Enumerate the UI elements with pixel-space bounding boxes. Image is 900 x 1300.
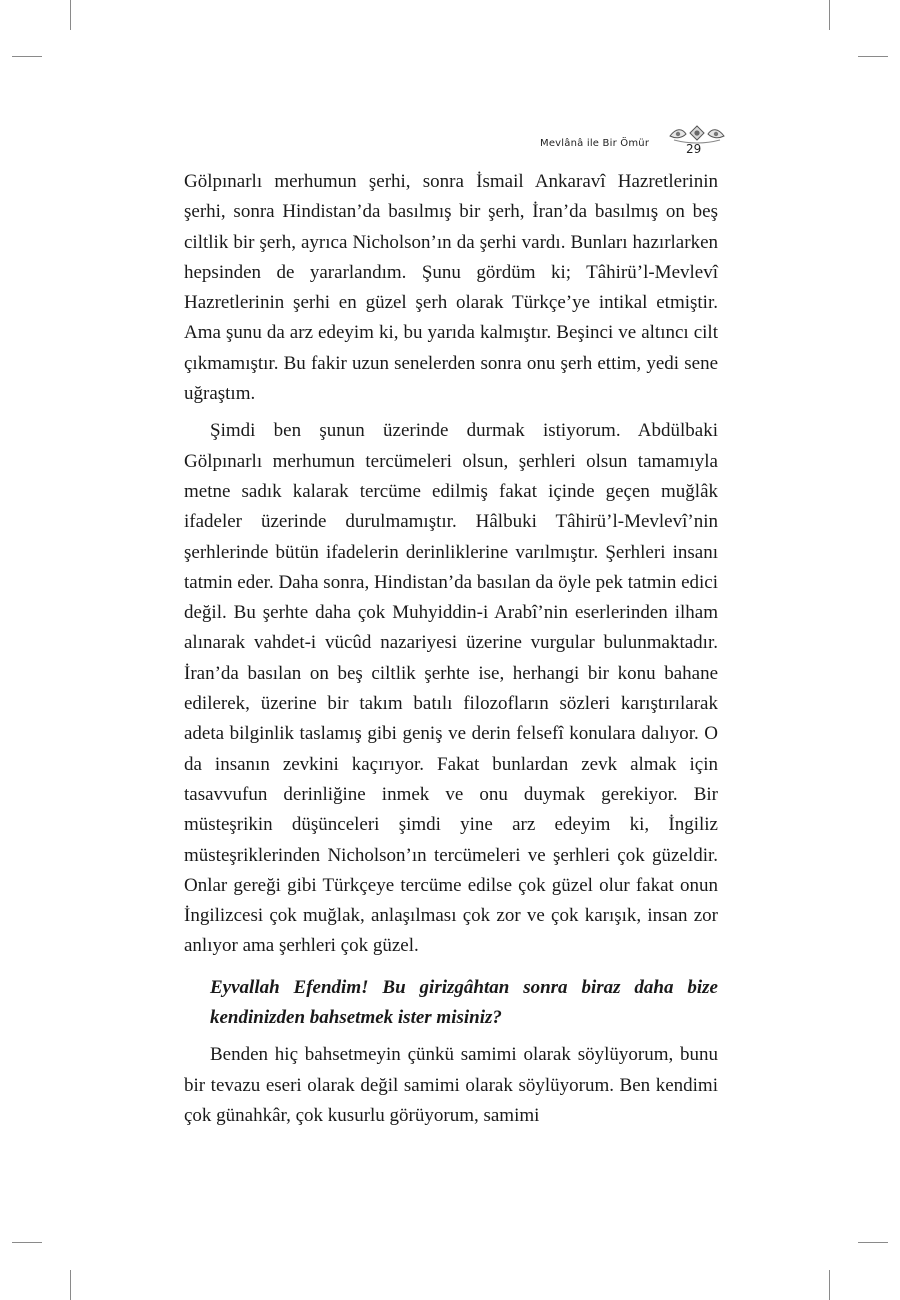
crop-mark (12, 56, 42, 57)
running-header (540, 128, 730, 158)
page-body (184, 167, 718, 1131)
crop-mark (829, 0, 830, 30)
crop-mark (70, 0, 71, 30)
interview-question: Eyvallah Efendim! Bu girizgâhtan sonra biraz daha bize kendinizden bahsetmek ister misiniz? (210, 976, 718, 1029)
crop-mark (858, 56, 888, 57)
running-title: Mevlânâ ile Bir Ömür (540, 138, 650, 149)
paragraph: Gölpınarlı merhumun şerhi, sonra İsmail Ankaravî Hazretlerinin şerhi, sonra Hindistan’da basılmış bir şerh, İran’da basılmış on beş ciltlik bir şerh, ayrıca Nicholson’ın da şerhi vardı. Bunları hazırlarken hepsinden de yararlandım. Şunu gördüm ki; Tâhirü’l-Mevlevî Hazretlerinin şerhi en güzel şerh olarak Türkçe’ye intikal etmiştir. Ama şunu da arz edeyim ki, bu yarıda kalmıştır. Beşinci ve altıncı cilt çıkmamıştır. Bu fakir uzun senelerden sonra onu şerh ettim, yedi sene uğraştım. (184, 171, 718, 405)
crop-mark (858, 1242, 888, 1243)
crop-mark (829, 1270, 830, 1300)
paragraph: Şimdi ben şunun üzerinde durmak istiyorum. Abdülbaki Gölpınarlı merhumun tercümeleri olsun, şerhleri olsun tamamıyla metne sadık kalarak tercüme edilmiş fakat içinde geçen muğlâk ifadeler üzerinde durulmamıştır. Hâlbuki Tâhirü’l-Mevlevî’nin şerhlerinde bütün ifadelerin derinliklerine varılmıştır. Şerhleri insanı tatmin eder. Daha sonra, Hindistan’da basılan da öyle pek tatmin edici değil. Bu şerhte daha çok Muhyiddin-i Arabî’nin eserlerinden ilham alınarak vahdet-i vücûd nazariyesi üzerine vurgular bulunmaktadır. İran’da basılan on beş ciltlik şerhte ise, herhangi bir konu bahane edilerek, üzerine bir takım batılı filozofların sözleri karıştırılarak adeta bilginlik taslamış gibi geniş ve derin felsefî konulara dalıyor. O da insanın zevkini kaçırıyor. Fakat bunlardan zevk almak için tasavvufun derinliğine inmek ve onu duymak gerekiyor. Bir müsteşrikin düşünceleri şimdi yine arz edeyim ki, İngiliz müsteşriklerinden Nicholson’ın tercümeleri ve şerhleri çok güzeldir. Onlar gereği gibi Türkçeye tercüme edilse çok güzel olur fakat onun İngilizcesi çok muğlak, anlaşılması çok zor ve çok karışık, insan zor anlıyor ama şerhleri çok güzel. (184, 420, 718, 957)
crop-mark (12, 1242, 42, 1243)
crop-mark (70, 1270, 71, 1300)
paragraph: Benden hiç bahsetmeyin çünkü samimi olarak söylüyorum, bunu bir tevazu eseri olarak değil samimi olarak söylüyorum. Ben kendimi çok günahkâr, çok kusurlu görüyorum, samimi (184, 1044, 718, 1126)
page-number: 29 (686, 142, 702, 156)
